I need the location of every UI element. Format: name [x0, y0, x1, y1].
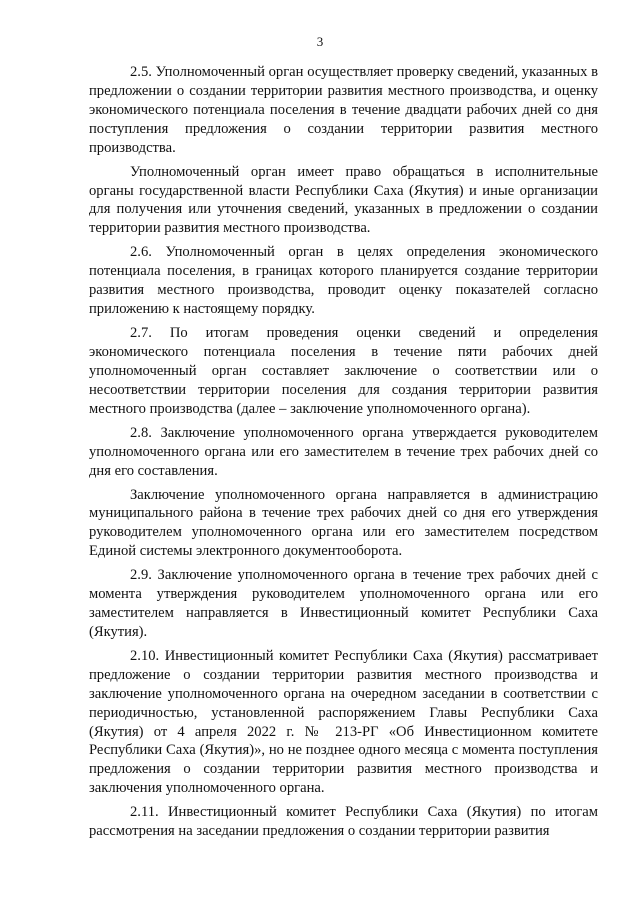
paragraph-2-8: 2.8. Заключение уполномоченного органа утверждается руководителем уполномоченного органа или его заместителем в течение трех рабочих дней со дня его составления.: [89, 424, 598, 479]
document-body: [89, 63, 598, 846]
paragraph-authority-rights: Уполномоченный орган имеет право обращаться в исполнительные органы государственной власти Республики Саха (Якутия) и иные организации для получения или уточнения сведений, указанных в предложении о создании территории развития местного производства.: [89, 163, 598, 237]
paragraph-2-6: 2.6. Уполномоченный орган в целях определения экономического потенциала поселения, в границах которого планируется создание территории развития местного производства, проводит оценку показателей согласно приложению к настоящему порядку.: [89, 244, 598, 318]
paragraph-2-7: 2.7. По итогам проведения оценки сведений и определения экономического потенциала поселения в течение пяти рабочих дней уполномоченный орган составляет заключение о соответствии или о несоответствии территории поселения для создания территории развития местного производства (далее – заключение уполномоченного органа).: [89, 325, 598, 417]
paragraph-conclusion-sending: Заключение уполномоченного органа направляется в администрацию муниципального района в течение трех рабочих дней со дня его утверждения руководителем уполномоченного органа или его заместителем посредством Единой системы электронного документооборота.: [89, 486, 598, 560]
paragraph-2-9: 2.9. Заключение уполномоченного органа в течение трех рабочих дней с момента утверждения руководителем уполномоченного органа или его заместителем направляется в Инвестиционный комитет Республики Саха (Якутия).: [89, 567, 598, 640]
page-number: 3: [316, 34, 324, 49]
paragraph-2-5: 2.5. Уполномоченный орган осуществляет проверку сведений, указанных в предложении о создании территории развития местного производства, и оценку экономического потенциала поселения в течение двадцати рабочих дней со дня поступления предложения о создании территории развития местного производства.: [89, 64, 598, 156]
paragraph-2-10: 2.10. Инвестиционный комитет Республики Саха (Якутия) рассматривает предложение о создании территории развития местного производства и заключение уполномоченного органа на очередном заседании в соответствии с периодичностью, установленной распоряжением Главы Республики Саха (Якутия) от 4 апреля 2022 г. № 213-РГ «Об Инвестиционном комитете Республики Саха (Якутия)», но не позднее одного месяца с момента поступления предложения о создании территории развития местного производства и заключения уполномоченного органа.: [89, 647, 598, 797]
paragraph-2-11: 2.11. Инвестиционный комитет Республики Саха (Якутия) по итогам рассмотрения на заседании предложения о создании территории развития: [89, 804, 598, 840]
